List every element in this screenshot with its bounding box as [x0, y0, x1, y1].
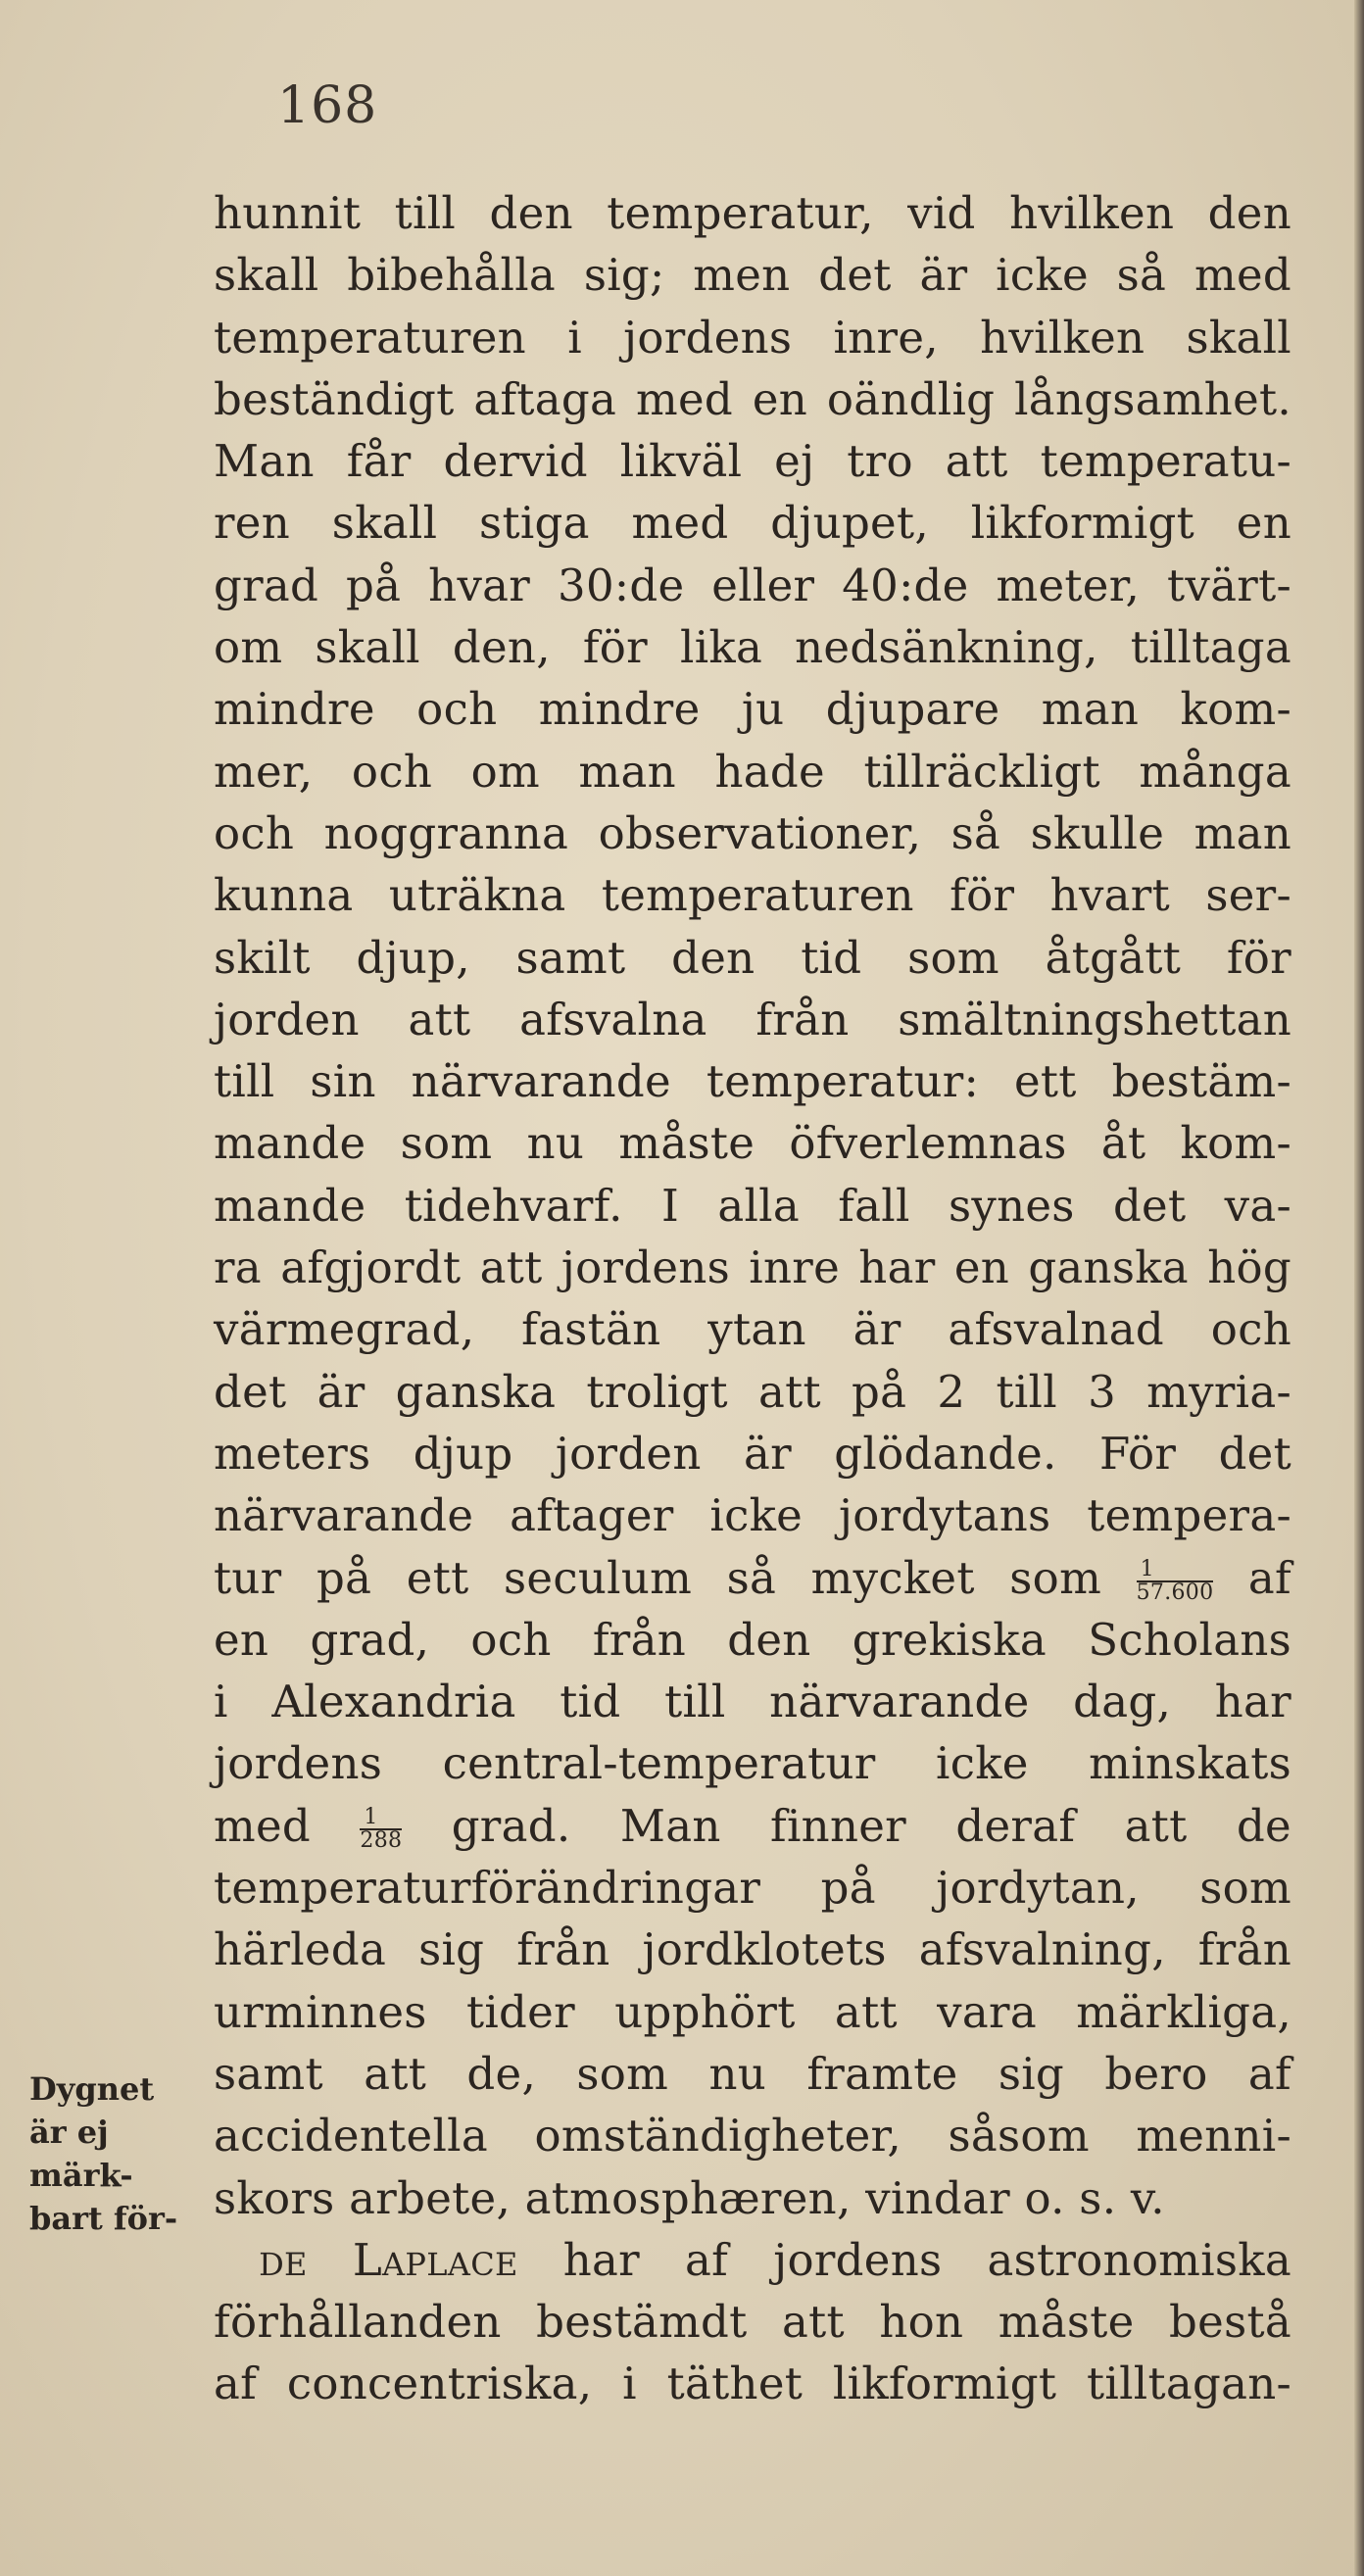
text-line: temperaturen i jordens inre, hvilken skall — [214, 311, 1291, 364]
page-edge-shadow — [1354, 0, 1364, 2576]
text-segment: har af jordens astronomiska — [562, 2233, 1292, 2286]
text-line: skall bibehålla sig; men det är icke så med — [214, 249, 1291, 302]
text-line: till sin närvarande temperatur: ett bestäm- — [214, 1055, 1291, 1108]
text-line: en grad, och från den grekiska Scholans — [214, 1613, 1291, 1666]
text-line: temperaturförändringar på jordytan, som — [214, 1862, 1291, 1915]
margin-note-line: Dygnet — [29, 2070, 155, 2108]
text-line: närvarande aftager icke jordytans tempera- — [214, 1489, 1291, 1542]
text-line: om skall den, för lika nedsänkning, tilltaga — [214, 621, 1291, 674]
text-line: urminnes tider upphört att vara märkliga, — [214, 1985, 1291, 2038]
fraction-1-288 — [360, 1807, 402, 1852]
text-line: ren skall stiga med djupet, likformigt en — [214, 497, 1291, 550]
text-segment: med — [214, 1799, 312, 1852]
text-line-laplace — [214, 2229, 1291, 2291]
text-line: beständigt aftaga med en oändlig långsamhet. — [214, 372, 1291, 425]
text-line: och noggranna observationer, så skulle man — [214, 806, 1291, 859]
page-number: 168 — [277, 76, 378, 135]
text-line: värmegrad, fastän ytan är afsvalnad och — [214, 1303, 1291, 1356]
text-line: Man får dervid likväl ej tro att temperatu- — [214, 435, 1291, 488]
text-line-with-fraction — [214, 1547, 1291, 1609]
text-line: jordens central-temperatur icke minskats — [214, 1737, 1291, 1790]
text-line: grad på hvar 30:de eller 40:de meter, tvärt- — [214, 559, 1291, 611]
text-line: i Alexandria tid till närvarande dag, har — [214, 1676, 1291, 1728]
text-line: kunna uträkna temperaturen för hvart ser- — [214, 869, 1291, 922]
text-line-with-fraction — [214, 1795, 1291, 1857]
margin-note-line: är ej — [29, 2114, 109, 2151]
text-segment: af — [1247, 1551, 1292, 1604]
text-segment: grad. Man finner deraf att de — [451, 1799, 1291, 1852]
text-line: jorden att afsvalna från smältningshettan — [214, 993, 1291, 1045]
text-line: mande som nu måste öfverlemnas åt kom- — [214, 1117, 1291, 1170]
text-line: skilt djup, samt den tid som åtgått för — [214, 931, 1291, 984]
text-segment: tur på ett seculum så mycket som — [214, 1551, 1102, 1604]
text-line: mindre och mindre ju djupare man kom- — [214, 683, 1291, 736]
fraction-denominator: 288 — [360, 1828, 403, 1854]
margin-note-line: märk- — [29, 2157, 133, 2194]
author-prefix: de — [259, 2233, 308, 2286]
text-line: accidentella omständigheter, såsom menni- — [214, 2110, 1291, 2163]
text-line: förhållanden bestämdt att hon måste bestå — [214, 2296, 1291, 2349]
text-line: härleda sig från jordklotets afsvalning, från — [214, 1923, 1291, 1976]
margin-note — [29, 2067, 206, 2240]
author-name: Laplace — [352, 2233, 518, 2286]
body-text — [214, 182, 1291, 2415]
fraction-numerator: 1 — [1137, 1559, 1214, 1582]
text-line: det är ganska troligt att på 2 till 3 myria- — [214, 1365, 1291, 1418]
text-line: samt att de, som nu framte sig bero af — [214, 2047, 1291, 2100]
text-line: hunnit till den temperatur, vid hvilken den — [214, 187, 1291, 239]
text-line: mer, och om man hade tillräckligt många — [214, 745, 1291, 798]
text-line: mande tidehvarf. I alla fall synes det va- — [214, 1179, 1291, 1232]
text-line: skors arbete, atmosphæren, vindar o. s. v. — [214, 2171, 1165, 2224]
fraction-denominator: 57.600 — [1136, 1580, 1214, 1606]
fraction-1-57600 — [1137, 1559, 1214, 1604]
text-line: af concentriska, i täthet likformigt tilltagan- — [214, 2357, 1291, 2410]
text-line: ra afgjordt att jordens inre har en ganska hög — [214, 1241, 1291, 1294]
text-line: meters djup jorden är glödande. För det — [214, 1427, 1291, 1480]
fraction-numerator: 1 — [360, 1807, 402, 1830]
margin-note-line: bart för- — [29, 2200, 178, 2237]
